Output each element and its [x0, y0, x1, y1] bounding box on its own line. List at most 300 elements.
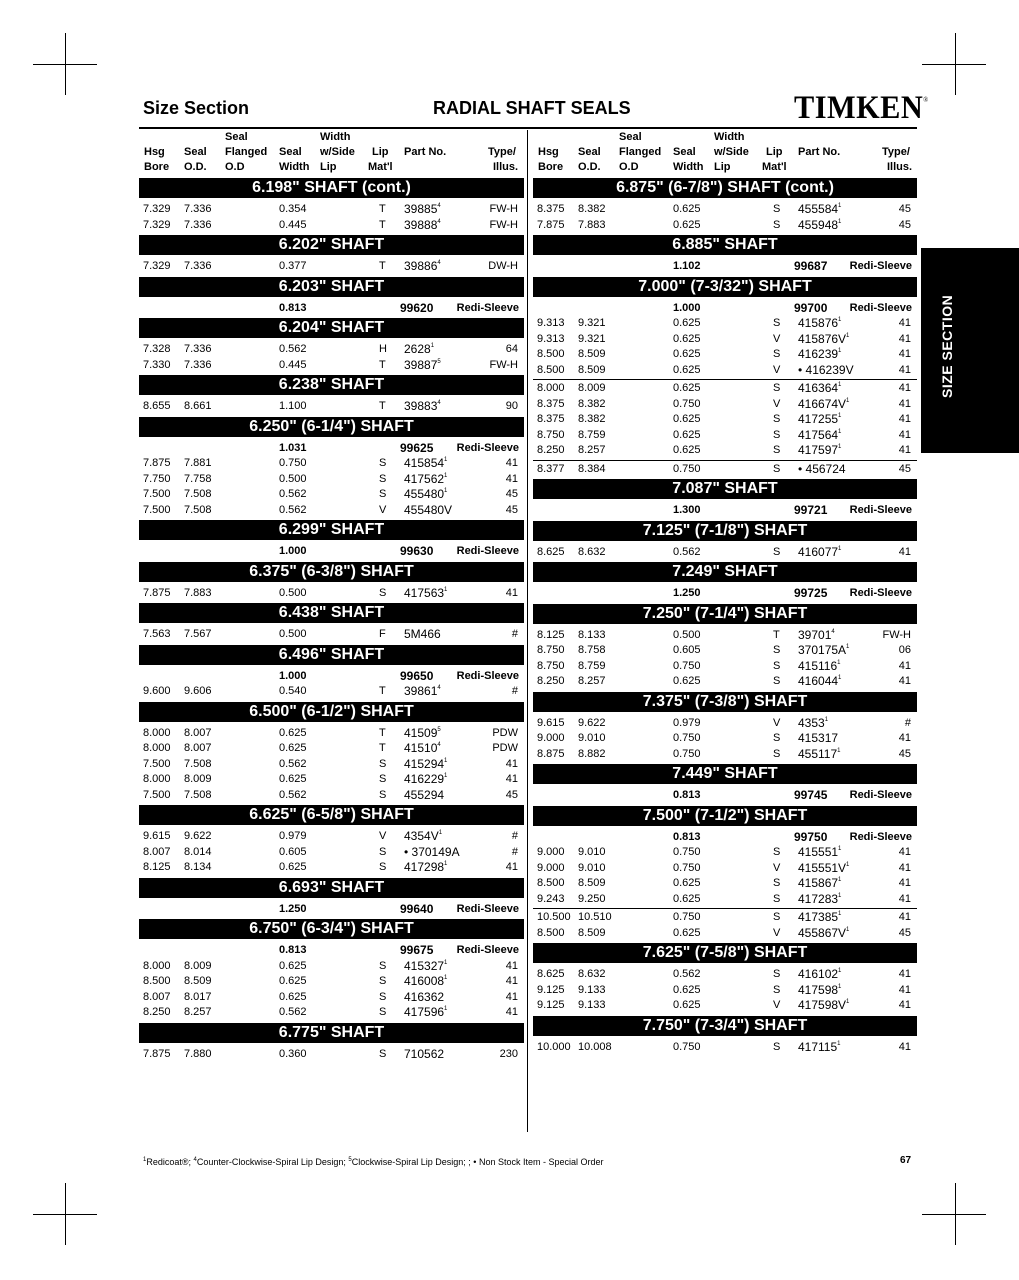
housing-bore: 7.875: [537, 218, 565, 231]
lip-material: S: [773, 428, 781, 441]
seal-row: [139, 456, 524, 472]
seal-row: [533, 674, 917, 690]
part-number-text: 417255: [798, 412, 839, 426]
seal-od: 8.384: [578, 462, 606, 475]
lip-material: S: [773, 675, 781, 687]
shaft-section: [139, 603, 524, 643]
column-header-label: Hsg: [144, 146, 165, 158]
shaft-heading: 7.449" SHAFT: [533, 764, 917, 784]
housing-bore: 9.313: [537, 317, 565, 329]
seal-od: 8.382: [578, 413, 606, 425]
lip-material: V: [773, 363, 781, 376]
part-number: [798, 218, 841, 232]
type-illus: 41: [898, 911, 911, 923]
column-header-label: Lip: [714, 161, 731, 173]
part-number-text: 417562: [404, 471, 445, 486]
shaft-heading: 6.625" (6-5/8") SHAFT: [139, 805, 524, 825]
column-header-label: Hsg: [538, 146, 559, 158]
type-illus: DW-H: [488, 260, 518, 272]
part-number-text: 416239: [798, 347, 839, 361]
seal-od: 10.008: [578, 1040, 612, 1053]
type-illus: 45: [898, 926, 911, 939]
part-number: [798, 202, 841, 216]
housing-bore: 9.000: [537, 732, 565, 744]
column-header: [139, 130, 524, 176]
seal-od: 8.509: [578, 363, 606, 376]
seal-width: 0.540: [279, 685, 307, 697]
housing-bore: 8.000: [537, 382, 565, 394]
housing-bore: 8.000: [143, 726, 171, 739]
seal-od: 8.509: [184, 975, 212, 987]
part-number: [404, 860, 447, 874]
seal-od: 9.321: [578, 332, 606, 345]
part-number: [798, 845, 841, 859]
redi-sleeve-part-number: 99750: [794, 829, 828, 844]
redi-sleeve-label: Redi-Sleeve: [456, 944, 519, 956]
shaft-heading: 7.249" SHAFT: [533, 562, 917, 582]
seal-width: 0.625: [673, 892, 701, 905]
seal-row: [533, 462, 917, 478]
shaft-section: [533, 806, 917, 942]
part-number-text: 415116: [798, 658, 838, 673]
part-number-footnote: 4: [437, 260, 441, 266]
seal-row: [533, 659, 917, 675]
shaft-heading: 6.750" (6-3/4") SHAFT: [139, 919, 524, 939]
seal-row: [139, 1047, 524, 1063]
seal-od: 9.622: [578, 716, 606, 729]
seal-row: [139, 974, 524, 990]
part-number: [404, 974, 447, 988]
seal-od: 8.759: [578, 659, 606, 672]
housing-bore: 8.500: [537, 926, 565, 939]
part-number-text: 417283: [798, 891, 839, 906]
part-number-text: 416102: [798, 967, 839, 981]
part-number-text: 39885: [404, 202, 438, 216]
part-number-text: 455480: [404, 487, 445, 501]
seal-width: 0.625: [673, 926, 701, 939]
part-number-text: 417598: [798, 982, 839, 997]
lip-material: S: [379, 1047, 387, 1060]
column-header-label: Lip: [320, 161, 337, 173]
shaft-heading: 6.238" SHAFT: [139, 375, 524, 395]
type-illus: #: [511, 845, 518, 858]
type-illus: FW-H: [489, 203, 518, 215]
seal-od: 9.133: [578, 999, 606, 1011]
part-number-footnote: 1: [846, 332, 850, 339]
crop-mark: [922, 64, 986, 65]
lip-material: S: [773, 203, 781, 215]
part-number-footnote: 1: [846, 926, 850, 933]
type-illus: 45: [505, 488, 518, 500]
type-illus: 41: [898, 363, 911, 376]
shaft-section: [533, 692, 917, 763]
part-number: [798, 643, 849, 657]
type-illus: 41: [505, 586, 518, 599]
lip-material: S: [773, 348, 781, 360]
seal-width: 0.625: [673, 317, 701, 329]
part-number: [404, 788, 444, 802]
type-illus: 41: [898, 545, 911, 558]
part-number-text: 41509: [404, 725, 438, 740]
lip-material: T: [379, 260, 386, 272]
type-illus: 41: [505, 1006, 518, 1018]
redi-sleeve-row: [533, 788, 917, 804]
part-number: [404, 503, 452, 517]
lip-material: S: [379, 773, 387, 785]
redi-sleeve-row: [533, 586, 917, 602]
part-number-text: 417563: [404, 585, 445, 600]
part-number: [798, 998, 849, 1012]
part-number: [798, 1040, 841, 1054]
part-number: [404, 684, 441, 698]
type-illus: #: [511, 830, 518, 842]
redi-sleeve-part-number: 99630: [400, 544, 434, 558]
seal-width: 0.750: [673, 846, 701, 858]
part-number-footnote: 1: [838, 675, 842, 681]
lip-material: T: [379, 685, 386, 697]
type-illus: 41: [505, 472, 518, 485]
seal-row: [533, 332, 917, 348]
part-number-footnote: 1: [838, 444, 842, 450]
part-number-footnote: 1: [444, 757, 448, 764]
crop-mark: [922, 1214, 986, 1215]
part-number: [404, 959, 447, 973]
type-illus: 41: [898, 1040, 911, 1053]
part-number-footnote: 1: [438, 830, 443, 836]
housing-bore: 8.000: [143, 773, 171, 785]
seal-od: 9.250: [578, 892, 606, 905]
seal-row: [139, 741, 524, 757]
seal-od: 9.321: [578, 317, 606, 329]
seal-row: [533, 316, 917, 332]
lip-material: S: [379, 959, 387, 972]
part-number: [404, 829, 442, 843]
seal-od: 8.632: [578, 968, 606, 980]
part-number-footnote: 1: [444, 861, 448, 867]
shaft-heading: 6.204" SHAFT: [139, 318, 524, 338]
footnote-text: Clockwise-Spiral Lip Design; ; • Non Stock Item - Special Order: [351, 1157, 604, 1167]
column-header-label: w/Side: [320, 146, 355, 158]
redi-sleeve-part-number: 99675: [400, 943, 434, 957]
right-column: [533, 130, 917, 1055]
part-number: [798, 983, 841, 997]
part-number-text: 370175A: [798, 643, 847, 657]
housing-bore: 7.329: [143, 218, 171, 231]
lip-material: S: [773, 732, 781, 744]
part-number-footnote: 1: [838, 382, 842, 388]
seal-od: 8.007: [184, 726, 212, 739]
housing-bore: 9.243: [537, 892, 565, 905]
shaft-heading: 6.885" SHAFT: [533, 235, 917, 255]
shaft-heading: 6.198" SHAFT (cont.): [139, 178, 524, 198]
seal-width: 0.445: [279, 358, 307, 371]
part-number-footnote: 5: [437, 358, 441, 365]
housing-bore: 9.313: [537, 332, 565, 345]
redi-sleeve-row: [533, 830, 917, 846]
shaft-heading: 6.250" (6-1/4") SHAFT: [139, 417, 524, 437]
seal-row: [533, 412, 917, 428]
column-header-label: Width: [714, 131, 745, 143]
lip-material: V: [773, 861, 781, 874]
redi-sleeve-width: 1.300: [673, 504, 701, 516]
lip-material: V: [773, 999, 781, 1011]
part-number: [798, 381, 841, 395]
seal-row: [533, 926, 917, 942]
seal-od: 9.010: [578, 732, 606, 744]
redi-sleeve-part-number: 99650: [400, 668, 434, 683]
housing-bore: 10.000: [537, 1040, 571, 1053]
seal-row: [533, 731, 917, 747]
part-number-text: 5M466: [404, 627, 441, 641]
seal-od: 8.632: [578, 545, 606, 558]
type-illus: 41: [898, 413, 911, 425]
seal-od: 8.758: [578, 644, 606, 656]
part-number-text: • 456724: [798, 461, 846, 476]
seal-width: 0.625: [673, 675, 701, 687]
type-illus: 41: [505, 990, 518, 1003]
redi-sleeve-part-number: 99700: [794, 300, 828, 315]
housing-bore: 7.500: [143, 757, 171, 770]
seal-od: 8.382: [578, 203, 606, 215]
part-number: [798, 545, 841, 559]
part-number: [404, 218, 441, 232]
lip-material: S: [773, 747, 781, 760]
part-number-text: 417115: [798, 1039, 838, 1054]
type-illus: PDW: [492, 726, 518, 739]
seal-width: 0.562: [279, 788, 307, 801]
part-number-footnote: 1: [824, 716, 829, 723]
part-number-footnote: 5: [437, 726, 441, 733]
part-number: [404, 259, 441, 273]
housing-bore: 8.250: [537, 444, 565, 456]
lip-material: S: [773, 444, 781, 456]
redi-sleeve-part-number: 99725: [794, 586, 828, 600]
seal-od: 8.759: [578, 428, 606, 441]
seal-width: 0.625: [673, 444, 701, 456]
part-number: [798, 731, 838, 745]
part-number-text: • 416239V: [798, 362, 854, 377]
shaft-heading: 6.202" SHAFT: [139, 235, 524, 255]
seal-width: 0.605: [279, 845, 307, 858]
part-number-text: 39861: [404, 684, 438, 698]
seal-row: [533, 747, 917, 763]
part-number: [798, 716, 828, 730]
housing-bore: 9.600: [143, 685, 171, 697]
seal-row: [533, 363, 917, 379]
seal-od: 8.509: [578, 877, 606, 889]
seal-width: 0.625: [673, 332, 701, 345]
column-header-label: Bore: [144, 161, 170, 173]
part-number-footnote: 1: [838, 218, 842, 225]
part-number-text: 415876V: [798, 331, 847, 346]
column-header-label: Type/: [882, 146, 910, 158]
redi-sleeve-label: Redi-Sleeve: [849, 504, 912, 516]
part-number: [404, 726, 441, 740]
seal-width: 0.625: [279, 975, 307, 987]
redi-sleeve-width: 1.000: [279, 545, 307, 557]
part-number-footnote: 1: [838, 911, 842, 917]
seal-row: [139, 959, 524, 975]
seal-width: 0.625: [673, 983, 701, 996]
part-number: [404, 990, 444, 1004]
lip-material: S: [379, 845, 387, 858]
part-number-text: 455584: [798, 202, 839, 216]
redi-sleeve-row: [533, 301, 917, 317]
seal-width: 0.979: [673, 716, 701, 729]
shaft-section: [533, 562, 917, 602]
lip-material: S: [379, 757, 387, 770]
seal-od: 7.883: [578, 218, 606, 231]
redi-sleeve-row: [139, 669, 524, 685]
housing-bore: 7.875: [143, 1047, 171, 1060]
shaft-heading: 6.500" (6-1/2") SHAFT: [139, 702, 524, 722]
type-illus: 41: [505, 757, 518, 770]
type-illus: 41: [898, 332, 911, 345]
shaft-heading: 7.750" (7-3/4") SHAFT: [533, 1016, 917, 1036]
seal-od: 7.508: [184, 757, 212, 770]
seal-row: [139, 358, 524, 374]
part-number-text: 415294: [404, 756, 445, 771]
seal-od: 7.508: [184, 788, 212, 801]
part-number-text: 415327: [404, 958, 445, 973]
seal-row: [533, 892, 917, 908]
housing-bore: 9.615: [537, 716, 565, 729]
part-number-text: 455867V: [798, 925, 847, 940]
shaft-heading: 7.000" (7-3/32") SHAFT: [533, 277, 917, 297]
seal-od: 7.758: [184, 472, 212, 485]
part-number-text: 455294: [404, 787, 445, 802]
housing-bore: 7.500: [143, 503, 171, 516]
seal-row: [139, 1005, 524, 1021]
shaft-section: [139, 520, 524, 560]
seal-row: [139, 259, 524, 275]
seal-row: [533, 545, 917, 561]
part-number: [798, 412, 841, 426]
seal-row: [533, 443, 917, 459]
seal-od: 7.336: [184, 218, 212, 231]
column-header-label: Seal: [578, 146, 601, 158]
lip-material: S: [773, 462, 781, 475]
seal-od: 9.606: [184, 685, 212, 697]
part-number: [798, 861, 849, 875]
lip-material: S: [379, 488, 387, 500]
lip-material: V: [773, 332, 781, 345]
seal-width: 0.625: [279, 742, 307, 754]
part-number-footnote: 1: [444, 959, 448, 966]
part-number: [798, 892, 841, 906]
seal-width: 0.500: [279, 628, 307, 640]
redi-sleeve-width: 1.031: [279, 441, 307, 454]
seal-width: 0.562: [279, 1006, 307, 1018]
seal-od: 8.009: [184, 773, 212, 785]
part-number: [404, 741, 441, 755]
column-header-label: Flanged: [225, 146, 268, 158]
part-number-footnote: 1: [838, 983, 842, 990]
shaft-section: [139, 417, 524, 519]
type-illus: 45: [898, 218, 911, 231]
seal-width: 0.562: [279, 343, 307, 355]
shaft-heading: 6.438" SHAFT: [139, 603, 524, 623]
part-number: [404, 399, 441, 413]
seal-row: [533, 1040, 917, 1056]
redi-sleeve-label: Redi-Sleeve: [456, 902, 519, 915]
housing-bore: 7.329: [143, 260, 171, 272]
part-number-text: 416674V: [798, 396, 847, 411]
lip-material: S: [773, 413, 781, 425]
housing-bore: 8.625: [537, 968, 565, 980]
redi-sleeve-label: Redi-Sleeve: [456, 441, 519, 454]
housing-bore: 8.375: [537, 413, 565, 425]
redi-sleeve-label: Redi-Sleeve: [849, 587, 912, 599]
redi-sleeve-width: 0.813: [279, 944, 307, 956]
part-number: [798, 967, 841, 981]
part-number: [404, 358, 441, 372]
seal-width: 0.625: [279, 990, 307, 1003]
column-header-label: Mat'l: [762, 161, 787, 173]
part-number: [404, 757, 447, 771]
housing-bore: 7.875: [143, 457, 171, 469]
part-number-text: • 370149A: [404, 844, 460, 859]
housing-bore: 8.125: [143, 861, 171, 873]
seal-row: [533, 397, 917, 413]
part-number-text: 4354V: [404, 829, 439, 843]
part-number-text: 417596: [404, 1005, 445, 1019]
housing-bore: 9.125: [537, 983, 565, 996]
redi-sleeve-width: 0.813: [673, 789, 701, 801]
type-illus: 41: [505, 457, 518, 469]
seal-width: 0.625: [673, 382, 701, 394]
seal-width: 0.750: [673, 1040, 701, 1053]
seal-row: [139, 772, 524, 788]
part-number-footnote: 1: [838, 846, 842, 852]
type-illus: 41: [898, 968, 911, 980]
redi-sleeve-part-number: 99687: [794, 259, 828, 273]
part-number-text: 415876: [798, 316, 839, 330]
type-illus: 45: [505, 788, 518, 801]
redi-sleeve-part-number: 99721: [794, 503, 828, 517]
column-header-label: Mat'l: [368, 161, 393, 173]
part-number: [798, 332, 849, 346]
part-number: [404, 487, 447, 501]
seal-row: [533, 861, 917, 877]
part-number-footnote: 1: [838, 968, 842, 974]
column-header-label: Width: [279, 161, 310, 173]
part-number-text: 417597: [798, 443, 839, 457]
type-illus: 41: [898, 983, 911, 996]
part-number-footnote: 1: [444, 488, 448, 494]
lip-material: S: [773, 644, 781, 656]
housing-bore: 8.000: [143, 959, 171, 972]
redi-sleeve-row: [533, 503, 917, 519]
seal-od: 9.010: [578, 846, 606, 858]
part-number-footnote: 1: [444, 1006, 448, 1012]
shaft-heading: 6.775" SHAFT: [139, 1023, 524, 1043]
seal-row: [139, 342, 524, 358]
part-number: [404, 1005, 447, 1019]
redi-sleeve-row: [533, 259, 917, 275]
seal-width: 0.750: [673, 861, 701, 874]
shaft-section: [139, 375, 524, 415]
part-number-text: 416044: [798, 674, 839, 688]
column-divider: [527, 130, 528, 1132]
redi-sleeve-width: 0.813: [279, 301, 307, 314]
type-illus: 41: [898, 999, 911, 1011]
housing-bore: 9.000: [537, 861, 565, 874]
part-number: [798, 659, 841, 673]
column-header: [533, 130, 917, 176]
seal-width: 0.354: [279, 203, 307, 215]
redi-sleeve-label: Redi-Sleeve: [456, 545, 519, 557]
